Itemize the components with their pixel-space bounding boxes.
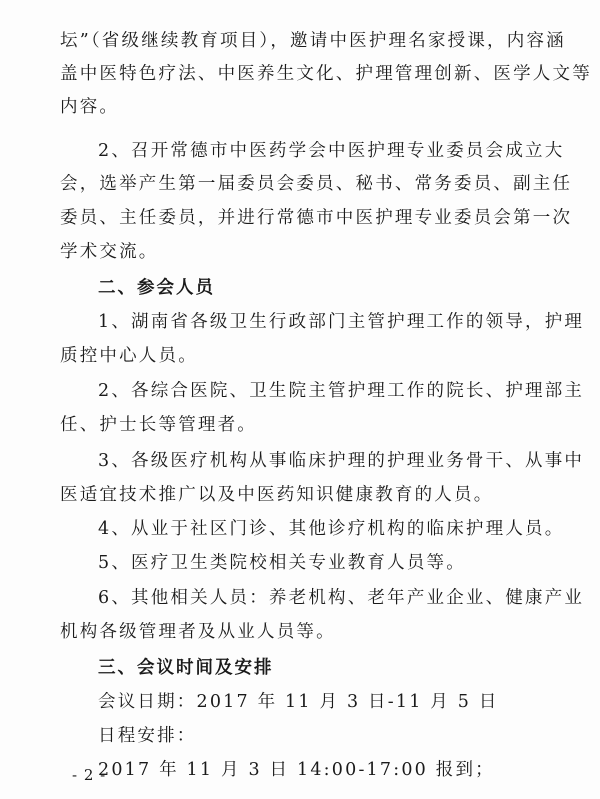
text-line: 会，选举产生第一届委员会委员、秘书、常务委员、副主任: [60, 174, 573, 194]
list-item-line: 4、从业于社区门诊、其他诊疗机构的临床护理人员。: [98, 519, 565, 539]
section-heading: 三、会议时间及安排: [98, 658, 274, 678]
schedule-entry-line: 2017 年 11 月 3 日 14:00-17:00 报到；: [98, 760, 495, 780]
text-line: 任、护士长等管理者。: [60, 415, 257, 435]
text-line: 坛”（省级继续教育项目），邀请中医护理名家授课，内容涵: [60, 31, 566, 51]
list-item-line: 3、各级医疗机构从事临床护理的护理业务骨干、从事中: [98, 451, 585, 471]
text-line: 医适宜技术推广以及中医药知识健康教育的人员。: [60, 485, 494, 505]
text-line: 机构各级管理者及从业人员等。: [60, 622, 336, 642]
list-item-line: 2、各综合医院、卫生院主管护理工作的院长、护理部主: [98, 381, 585, 401]
schedule-label-line: 日程安排：: [98, 726, 197, 746]
list-item-line: 6、其他相关人员：养老机构、老年产业企业、健康产业: [98, 588, 585, 608]
meeting-date-line: 会议日期：2017 年 11 月 3 日-11 月 5 日: [98, 692, 499, 712]
text-line: 质控中心人员。: [60, 346, 198, 366]
section-heading: 二、参会人员: [98, 278, 215, 298]
list-item-line: 2、召开常德市中医药学会中医护理专业委员会成立大: [98, 141, 565, 161]
text-line: 委员、主任委员，并进行常德市中医护理专业委员会第一次: [60, 208, 573, 228]
list-item-line: 5、医疗卫生类院校相关专业教育人员等。: [98, 553, 466, 573]
text-line: 内容。: [60, 97, 120, 117]
text-line: 盖中医特色疗法、中医养生文化、护理管理创新、医学人文等: [60, 64, 592, 84]
page-number: - 2 -: [72, 766, 107, 784]
list-item-line: 1、湖南省各级卫生行政部门主管护理工作的领导，护理: [98, 312, 585, 332]
text-line: 学术交流。: [60, 242, 159, 262]
